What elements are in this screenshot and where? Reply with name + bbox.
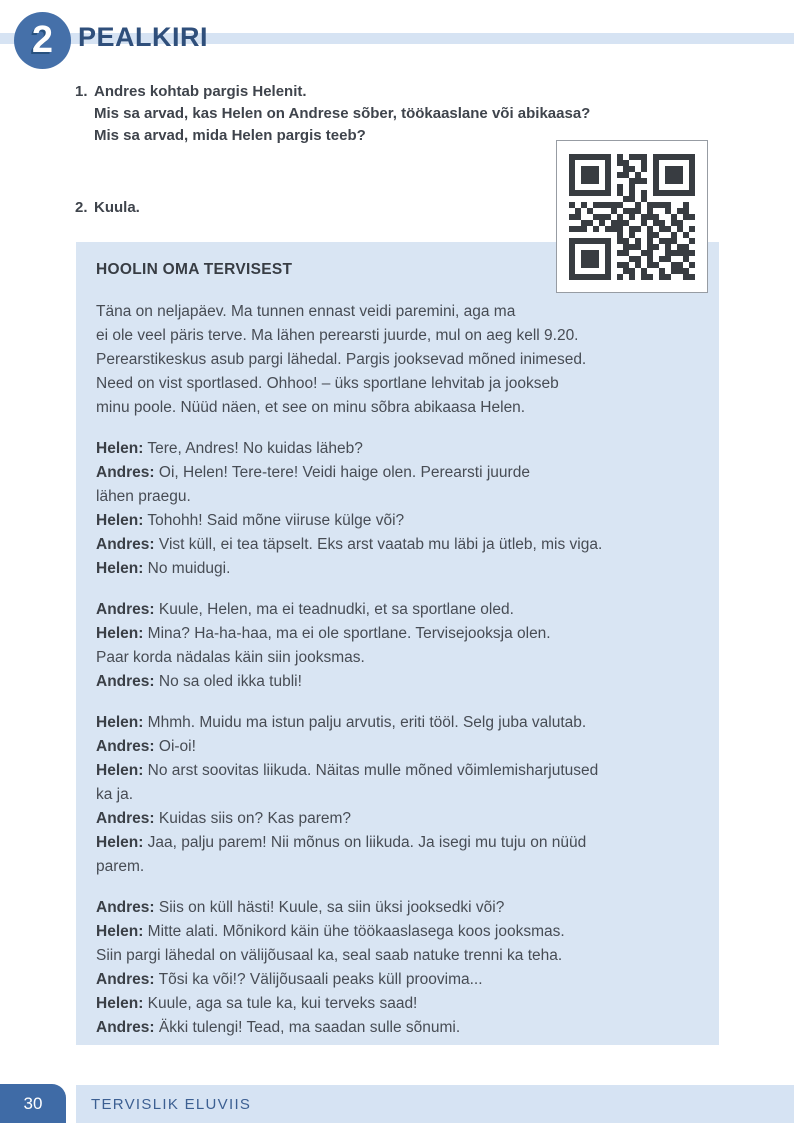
page-title: PEALKIRI	[78, 22, 209, 52]
speaker-name: Helen:	[96, 440, 144, 457]
speaker-name: Andres:	[96, 601, 155, 618]
text-line: Siin pargi lähedal on välijõusaal ka, seal saab natuke trenni ka teha.	[96, 947, 563, 964]
footer-bar	[76, 1085, 794, 1123]
text-line: ei ole veel päris terve. Ma lähen perearsti juurde, mul on aeg kell 9.20.	[96, 327, 579, 344]
text-line: Helen: Tere, Andres! No kuidas läheb?	[96, 440, 363, 457]
text-line: Helen: No arst soovitas liikuda. Näitas mulle mõned võimlemisharjutused	[96, 762, 599, 779]
text-line: Täna on neljapäev. Ma tunnen ennast veidi paremini, aga ma	[96, 303, 516, 320]
text-line: parem.	[96, 858, 145, 875]
task-number: 1.	[75, 83, 88, 100]
speaker-name: Helen:	[96, 995, 144, 1012]
text-line: Andres: Tõsi ka või!? Välijõusaali peaks küll proovima...	[96, 971, 483, 988]
text-line: Paar korda nädalas käin siin jooksmas.	[96, 649, 365, 666]
paragraph-block	[96, 300, 699, 420]
speaker-name: Helen:	[96, 762, 144, 779]
dialogue-block	[96, 896, 699, 1040]
chapter-number-badge	[14, 12, 71, 69]
speaker-name: Andres:	[96, 1019, 155, 1036]
text-line: lähen praegu.	[96, 488, 191, 505]
text-line: Helen: Kuule, aga sa tule ka, kui terveks saad!	[96, 995, 418, 1012]
text-line: Andres: Kuidas siis on? Kas parem?	[96, 810, 352, 827]
speaker-name: Helen:	[96, 834, 144, 851]
speaker-name: Helen:	[96, 625, 144, 642]
chapter-number: 2	[31, 19, 54, 61]
task-line: Mis sa arvad, kas Helen on Andrese sõber, töökaaslane või abikaasa?	[94, 105, 591, 122]
reading-box	[76, 242, 719, 1045]
text-line: Helen: Mina? Ha-ha-haa, ma ei ole sportlane. Tervisejooksja olen.	[96, 625, 551, 642]
text-line: Andres: Siis on küll hästi! Kuule, sa siin üksi jooksedki või?	[96, 899, 505, 916]
text-line: Helen: Tohohh! Said mõne viiruse külge või?	[96, 512, 405, 529]
speaker-name: Helen:	[96, 714, 144, 731]
dialogue-block	[96, 437, 699, 581]
task-line: Mis sa arvad, mida Helen pargis teeb?	[94, 127, 366, 144]
text-line: Need on vist sportlased. Ohhoo! – üks sportlane lehvitab ja jookseb	[96, 375, 559, 392]
speaker-name: Helen:	[96, 923, 144, 940]
dialogue-block	[96, 711, 699, 879]
text-line: Helen: Jaa, palju parem! Nii mõnus on liikuda. Ja isegi mu tuju on nüüd	[96, 834, 587, 851]
reading-box-content	[96, 300, 699, 1040]
text-line: Andres: Vist küll, ei tea täpselt. Eks arst vaatab mu läbi ja ütleb, mis viga.	[96, 536, 603, 553]
page-number-tab	[0, 1084, 66, 1123]
qr-code	[556, 140, 708, 293]
text-line: Andres: Äkki tulengi! Tead, ma saadan sulle sõnumi.	[96, 1019, 461, 1036]
speaker-name: Andres:	[96, 899, 155, 916]
speaker-name: Andres:	[96, 810, 155, 827]
speaker-name: Andres:	[96, 673, 155, 690]
text-line: Helen: Mitte alati. Mõnikord käin ühe töökaaslasega koos jooksmas.	[96, 923, 565, 940]
text-line: ka ja.	[96, 786, 134, 803]
task-line: 1. Andres kohtab pargis Helenit.	[94, 81, 705, 103]
speaker-name: Andres:	[96, 971, 155, 988]
task-line: 2. Kuula.	[94, 197, 705, 219]
speaker-name: Andres:	[96, 536, 155, 553]
speaker-name: Helen:	[96, 560, 144, 577]
footer-chapter-title: TERVISLIK ELUVIIS	[91, 1095, 252, 1113]
task-number: 2.	[75, 199, 88, 216]
text-line: Andres: Oi-oi!	[96, 738, 196, 755]
dialogue-block	[96, 598, 699, 694]
speaker-name: Andres:	[96, 464, 155, 481]
text-line: Andres: Kuule, Helen, ma ei teadnudki, et sa sportlane oled.	[96, 601, 514, 618]
text-line: minu poole. Nüüd näen, et see on minu sõbra abikaasa Helen.	[96, 399, 526, 416]
text-line: Andres: Oi, Helen! Tere-tere! Veidi haige olen. Perearsti juurde	[96, 464, 530, 481]
text-line: Helen: No muidugi.	[96, 560, 231, 577]
speaker-name: Andres:	[96, 738, 155, 755]
page-number: 30	[23, 1093, 43, 1113]
text-line: Andres: No sa oled ikka tubli!	[96, 673, 302, 690]
reading-box-title: HOOLIN OMA TERVISEST	[96, 261, 293, 278]
text-line: Helen: Mhmh. Muidu ma istun palju arvutis, eriti tööl. Selg juba valutab.	[96, 714, 587, 731]
task-item	[75, 81, 705, 147]
text-line: Perearstikeskus asub pargi lähedal. Pargis jooksevad mõned inimesed.	[96, 351, 587, 368]
qr-code-image	[569, 154, 695, 280]
speaker-name: Helen:	[96, 512, 144, 529]
